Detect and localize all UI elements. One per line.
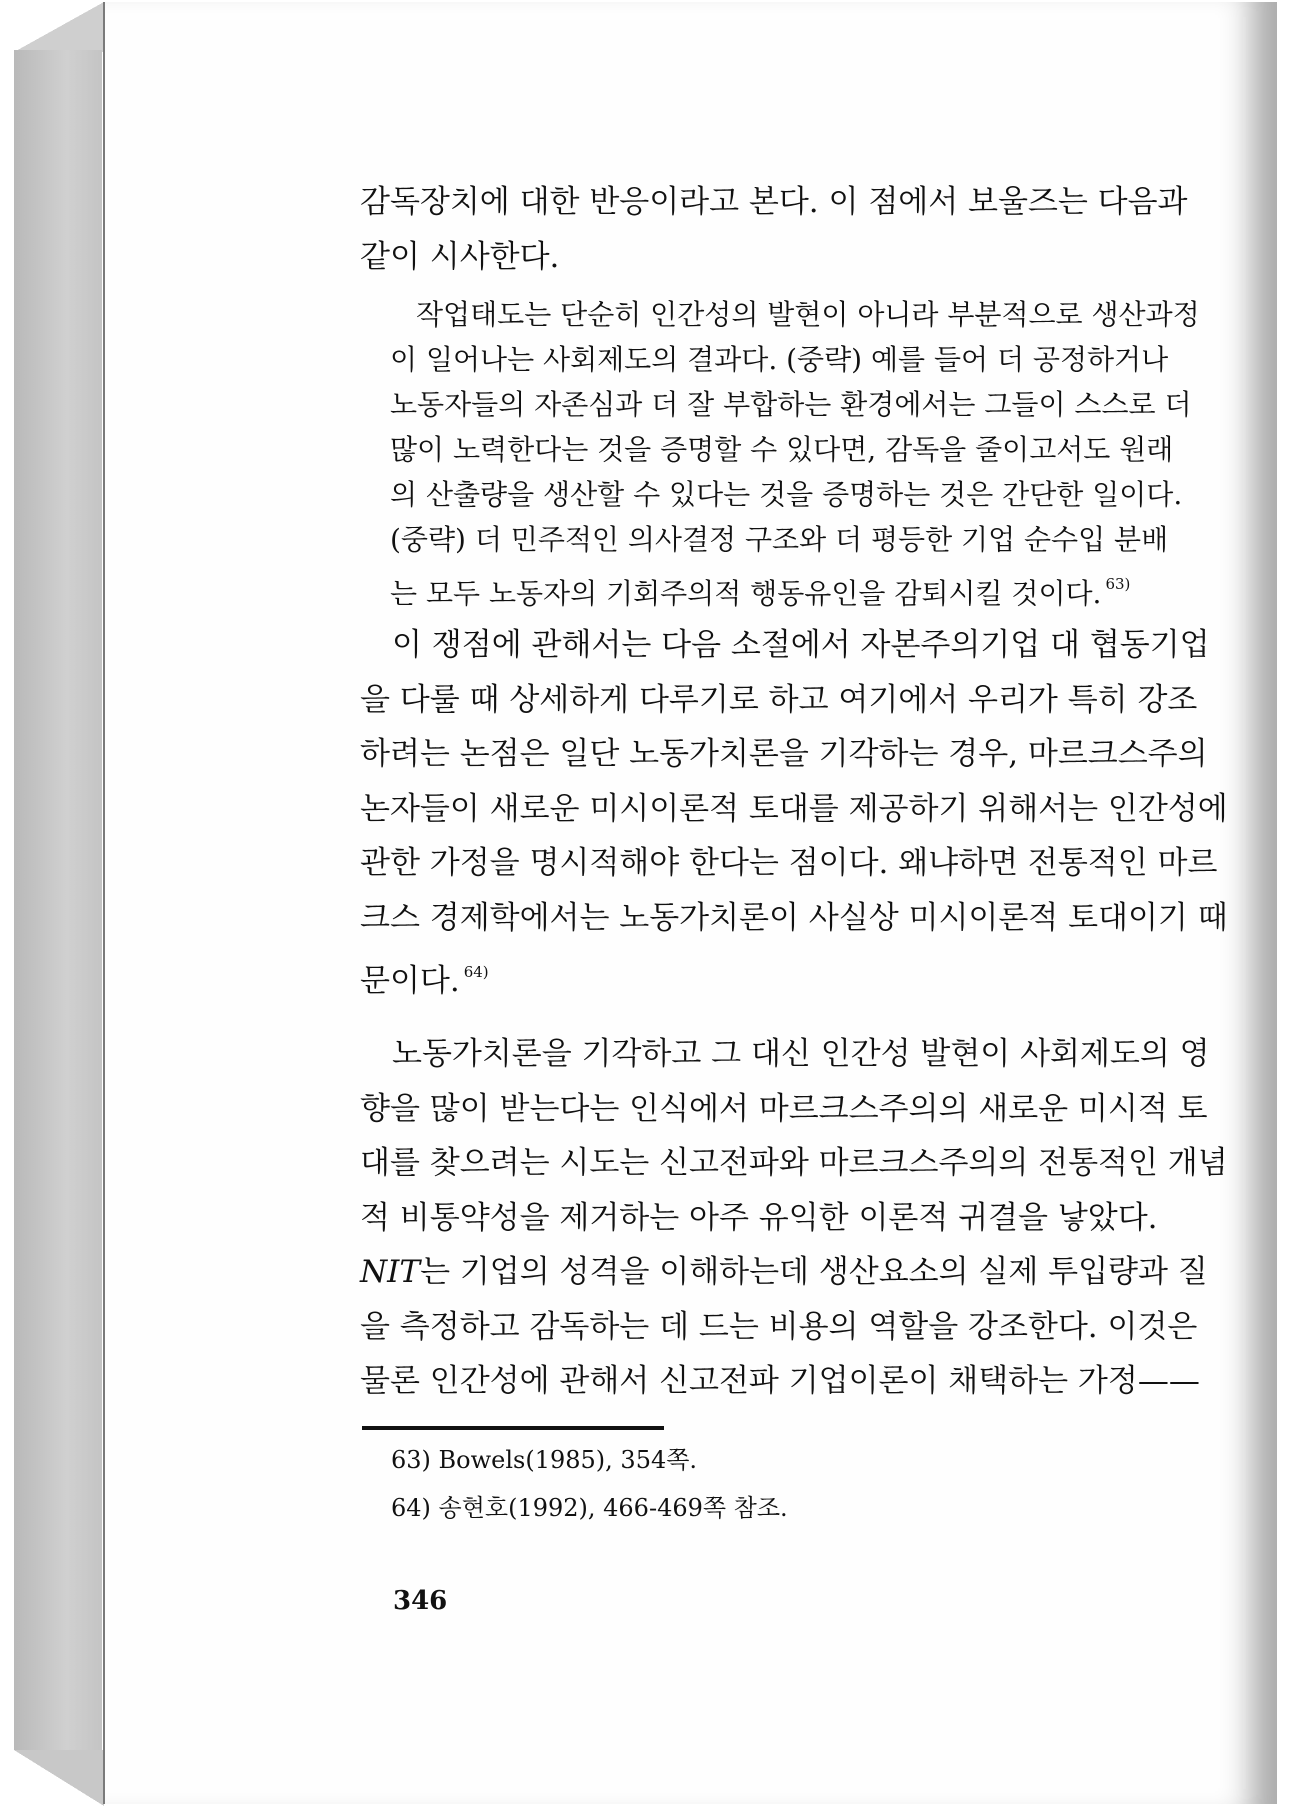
book-edge-top xyxy=(14,2,104,52)
footnotes xyxy=(391,1436,788,1532)
quote-line: 노동자들의 자존심과 더 잘 부합하는 환경에서는 그들이 스스로 더 xyxy=(390,388,1192,421)
text-line: 대를 찾으려는 시도는 신고전파와 마르크스주의의 전통적인 개념 xyxy=(360,1145,1228,1181)
text-line: 감독장치에 대한 반응이라고 본다. 이 점에서 보울즈는 다음과 xyxy=(360,184,1188,220)
paragraph-3 xyxy=(360,1027,1255,1409)
quote-line: (중략) 더 민주적인 의사결정 구조와 더 평등한 기업 순수입 분배 xyxy=(390,523,1169,556)
text-line: 을 다룰 때 상세하게 다루기로 하고 여기에서 우리가 특히 강조 xyxy=(360,681,1198,718)
block-quote xyxy=(390,292,1256,610)
text-line: 같이 시사한다. xyxy=(360,238,560,275)
footnote-divider xyxy=(362,1426,664,1430)
book-spine-edge xyxy=(14,50,102,1755)
page-number: 346 xyxy=(393,1586,448,1616)
text-line: 노동가치론을 기각하고 그 대신 인간성 발현이 사회제도의 영 xyxy=(392,1036,1210,1072)
text-line: 물론 인간성에 관해서 신고전파 기업이론이 채택하는 가정—— xyxy=(360,1363,1200,1399)
paragraph-2 xyxy=(360,618,1255,1000)
text-line: 논자들이 새로운 미시이론적 토대를 제공하기 위해서는 인간성에 xyxy=(360,790,1228,827)
quote-line: 의 산출량을 생산할 수 있다는 것을 증명하는 것은 간단한 일이다. xyxy=(390,478,1183,511)
nit-abbreviation: NIT xyxy=(360,1254,421,1290)
footnote-ref-63: 63) xyxy=(1105,575,1131,593)
text-line xyxy=(360,945,1255,1000)
paragraph-top xyxy=(360,175,1255,284)
footnote-64: 64) 송현호(1992), 466-469쪽 참조. xyxy=(391,1494,788,1522)
book-page xyxy=(103,2,1277,1804)
text-line: 이 쟁점에 관해서는 다음 소절에서 자본주의기업 대 협동기업 xyxy=(392,627,1210,663)
text-line-text: 는 기업의 성격을 이해하는데 생산요소의 실제 투입량과 질 xyxy=(420,1254,1208,1290)
quote-line: 많이 노력한다는 것을 증명할 수 있다면, 감독을 줄이고서도 원래 xyxy=(390,433,1174,466)
text-line xyxy=(360,1245,1255,1300)
text-line: 크스 경제학에서는 노동가치론이 사실상 미시이론적 토대이기 때 xyxy=(360,899,1228,936)
quote-line: 이 일어나는 사회제도의 결과다. (중략) 예를 들어 더 공정하거나 xyxy=(390,343,1169,376)
text-line: 적 비통약성을 제거하는 아주 유익한 이론적 귀결을 낳았다. xyxy=(360,1199,1158,1236)
footnote-63: 63) Bowels(1985), 354쪽. xyxy=(391,1446,698,1474)
text-line: 하려는 논점은 일단 노동가치론을 기각하는 경우, 마르크스주의 xyxy=(360,736,1208,772)
text-line: 관한 가정을 명시적해야 한다는 점이다. 왜냐하면 전통적인 마르 xyxy=(360,845,1218,881)
quote-line-text: 는 모두 노동자의 기회주의적 행동유인을 감퇴시킬 것이다. xyxy=(390,577,1102,610)
text-line: 을 측정하고 감독하는 데 드는 비용의 역할을 강조한다. 이것은 xyxy=(360,1308,1198,1345)
quote-line: 작업태도는 단순히 인간성의 발현이 아니라 부분적으로 생산과정 xyxy=(416,298,1200,331)
book-edge-bottom xyxy=(14,1750,104,1806)
text-line: 향을 많이 받는다는 인식에서 마르크스주의의 새로운 미시적 토 xyxy=(360,1090,1208,1127)
text-line-text: 문이다. xyxy=(360,963,460,999)
footnote-ref-64: 64) xyxy=(463,963,489,981)
quote-line xyxy=(390,562,1256,610)
